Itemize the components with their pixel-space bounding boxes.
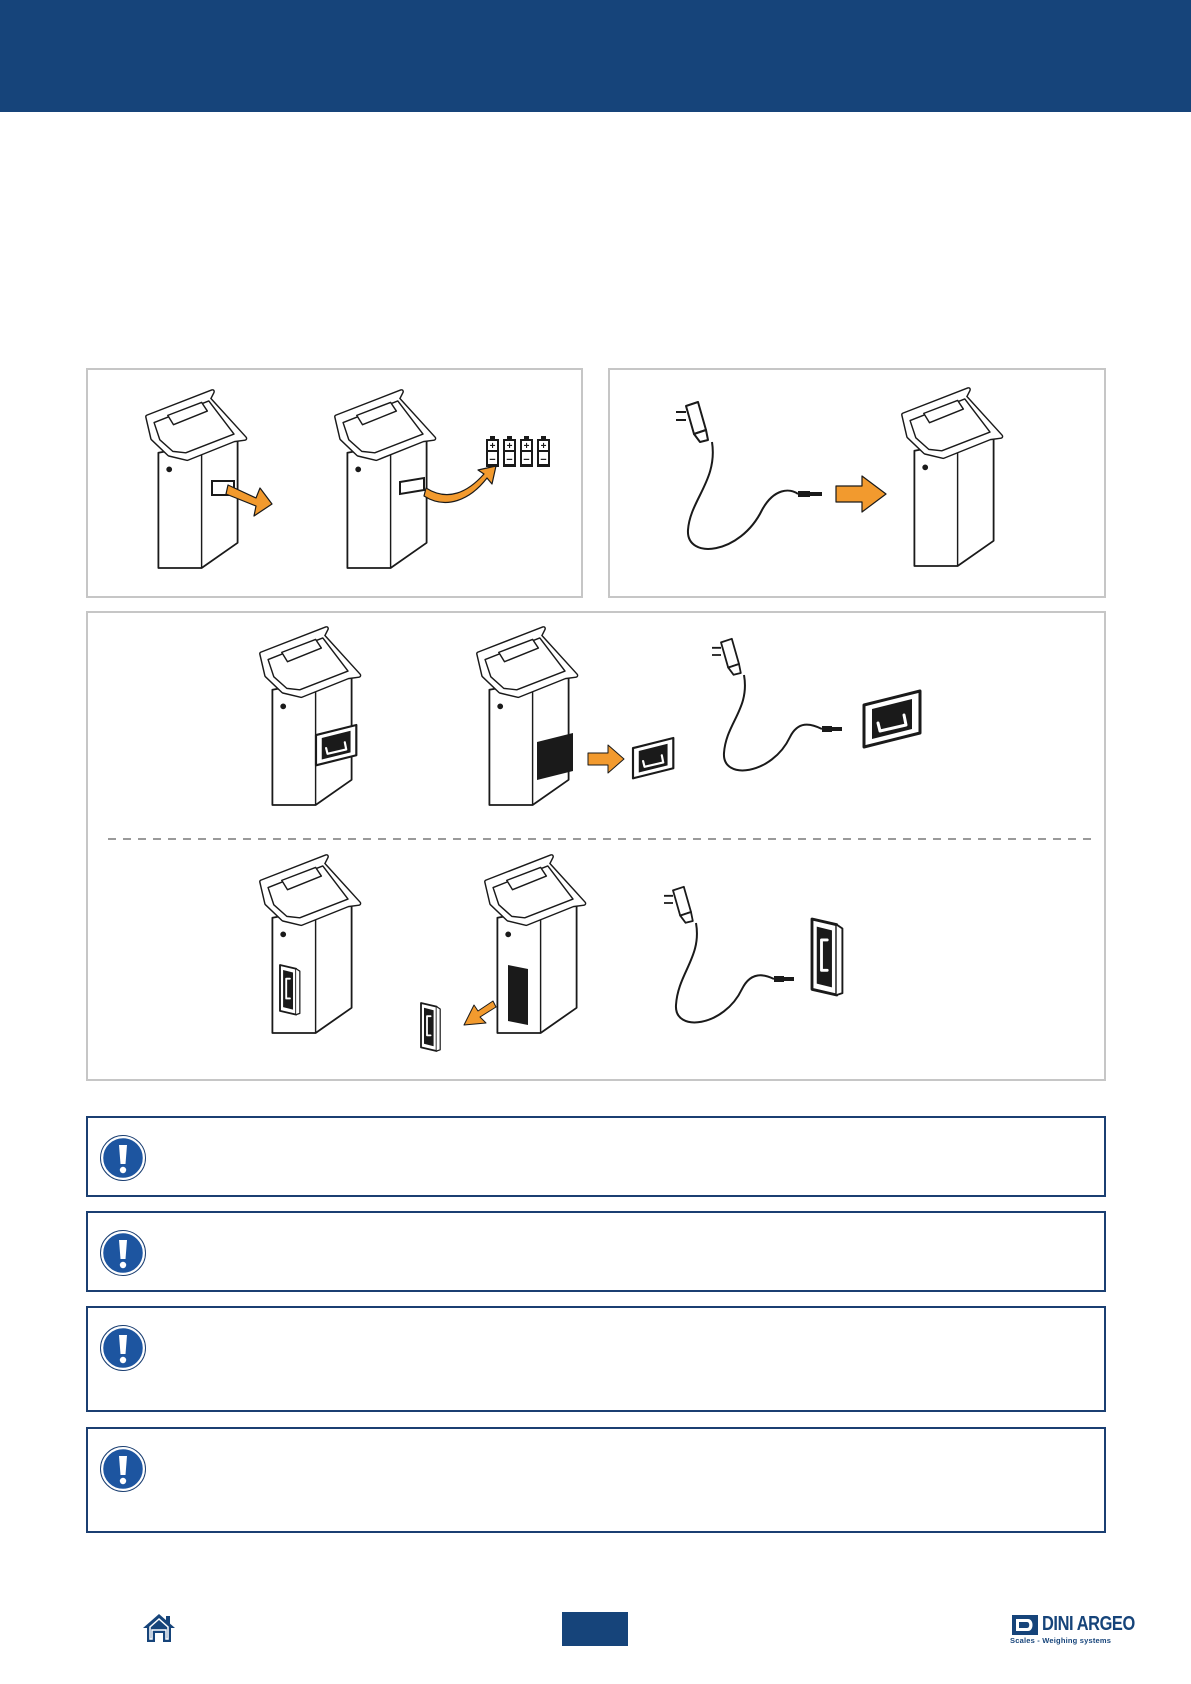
plus-sign: + bbox=[506, 441, 513, 452]
printer-slot bbox=[508, 965, 528, 1025]
power-adapter-icon bbox=[664, 887, 693, 923]
indicator-icon bbox=[262, 629, 359, 805]
home-icon[interactable] bbox=[142, 1612, 176, 1644]
adapter-panel bbox=[608, 368, 1106, 598]
note-box bbox=[86, 1211, 1106, 1292]
logo-tagline: Scales - Weighing systems bbox=[1010, 1636, 1112, 1645]
plus-sign: + bbox=[540, 441, 547, 452]
power-adapter-icon bbox=[676, 402, 708, 442]
header-bar bbox=[0, 0, 1191, 112]
minus-sign: − bbox=[506, 454, 513, 466]
minus-sign: − bbox=[540, 454, 547, 466]
exclamation-icon bbox=[100, 1135, 146, 1181]
battery-pack-icon bbox=[486, 436, 550, 467]
exclamation-icon bbox=[100, 1230, 146, 1276]
power-cable bbox=[688, 442, 798, 549]
plus-sign: + bbox=[489, 441, 496, 452]
printer-module-icon bbox=[864, 691, 920, 747]
dc-plug-icon bbox=[822, 726, 842, 732]
dc-plug-icon bbox=[798, 491, 822, 497]
arrow-icon bbox=[464, 1001, 496, 1025]
logo-mark-icon bbox=[1010, 1613, 1040, 1637]
printer-panel bbox=[86, 611, 1106, 1081]
note-box bbox=[86, 1116, 1106, 1197]
printer-module-icon bbox=[421, 1003, 440, 1051]
indicator-icon bbox=[148, 392, 245, 568]
note-box bbox=[86, 1306, 1106, 1412]
page-number bbox=[562, 1612, 628, 1646]
printer-module-icon bbox=[812, 919, 842, 995]
printer-module-icon bbox=[280, 965, 300, 1015]
arrow-icon bbox=[424, 466, 496, 502]
battery-pack-icon bbox=[400, 478, 424, 494]
dc-plug-icon bbox=[774, 976, 794, 982]
battery-illustration bbox=[88, 370, 585, 600]
plus-sign: + bbox=[523, 441, 530, 452]
printer-illustration bbox=[88, 613, 1108, 1083]
indicator-icon bbox=[904, 390, 1001, 566]
battery-panel bbox=[86, 368, 583, 598]
power-cable bbox=[724, 675, 822, 770]
power-cable bbox=[676, 923, 774, 1022]
logo-name: DINI ARGEO bbox=[1042, 1613, 1135, 1635]
dini-argeo-logo bbox=[1010, 1612, 1135, 1648]
printer-module-icon bbox=[633, 738, 673, 778]
minus-sign: − bbox=[523, 454, 530, 466]
indicator-icon bbox=[487, 857, 584, 1033]
exclamation-icon bbox=[100, 1446, 146, 1492]
note-box bbox=[86, 1427, 1106, 1533]
exclamation-icon bbox=[100, 1325, 146, 1371]
indicator-icon bbox=[479, 629, 576, 805]
indicator-icon bbox=[262, 857, 359, 1033]
power-adapter-icon bbox=[712, 639, 741, 675]
adapter-illustration bbox=[610, 370, 1108, 600]
minus-sign: − bbox=[489, 454, 496, 466]
arrow-icon bbox=[588, 745, 624, 773]
arrow-icon bbox=[836, 476, 886, 512]
